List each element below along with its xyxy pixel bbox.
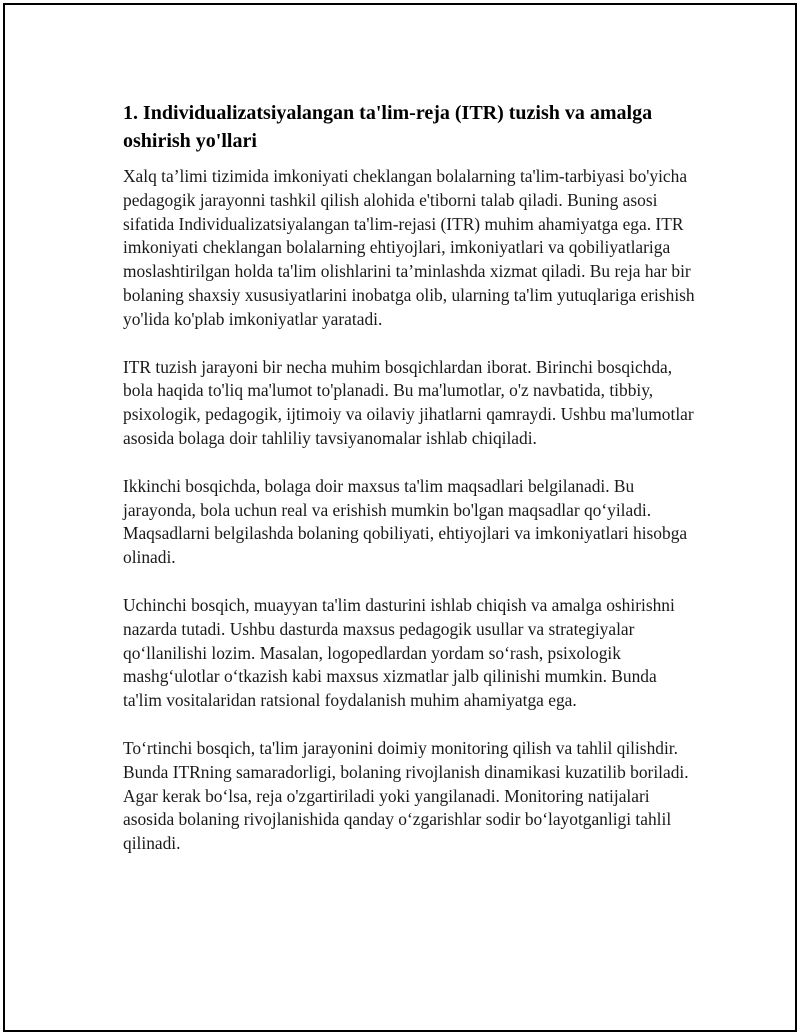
paragraph-stage-4: To‘rtinchi bosqich, ta'lim jarayonini doimiy monitoring qilish va tahlil qilishdir. Bunda ITRning samaradorligi, bolaning rivojlanish dinamikasi kuzatilib boriladi. Agar kerak bo‘lsa, reja o'zgartiriladi yoki yangilanadi. Monitoring natijalari asosida bolaning rivojlanishida qanday o‘zgarishlar sodir bo‘layotganligi tahlil qilinadi. bbox=[123, 737, 689, 854]
section-heading: 1. Individualizatsiyalangan ta'lim-reja (ITR) tuzish va amalga oshirish yo'llari bbox=[123, 102, 653, 152]
page-frame bbox=[3, 3, 797, 1032]
paragraph-stage-1: ITR tuzish jarayoni bir necha muhim bosqichlardan iborat. Birinchi bosqichda, bola haqida to'liq ma'lumot to'planadi. Bu ma'lumotlar, o'z navbatida, tibbiy, psixologik, pedagogik, ijtimoiy va oilaviy jihatlarni qamraydi. Ushbu ma'lumotlar asosida bolaga doir tahliliy tavsiyanomalar ishlab chiqiladi. bbox=[123, 356, 694, 448]
paragraph-stage-3: Uchinchi bosqich, muayyan ta'lim dasturini ishlab chiqish va amalga oshirishni nazarda tutadi. Ushbu dasturda maxsus pedagogik usullar va strategiyalar qo‘llanilishi lozim. Masalan, logopedlardan yordam so‘rash, psixologik mashg‘ulotlar o‘tkazish kabi maxsus xizmatlar jalb qilinishi mumkin. Bunda ta'lim vositalaridan ratsional foydalanish muhim ahamiyatga ega. bbox=[123, 594, 675, 711]
paragraph-intro: Xalq ta’limi tizimida imkoniyati cheklangan bolalarning ta'lim-tarbiyasi bo'yicha pedagogik jarayonni tashkil qilish alohida e'tiborni talab qiladi. Buning asosi sifatida Individualizatsiyalangan ta'lim-rejasi (ITR) muhim ahamiyatga ega. ITR imkoniyati cheklangan bolalarning ehtiyojlari, imkoniyatlari va qobiliyatlariga moslashtirilgan holda ta'lim olishlarini ta’minlashda xizmat qiladi. Bu reja har bir bolaning shaxsiy xususiyatlarini inobatga olib, ularning ta'lim yutuqlariga erishish yo'lida ko'plab imkoniyatlar yaratadi. bbox=[123, 166, 695, 329]
paragraph-stage-2: Ikkinchi bosqichda, bolaga doir maxsus ta'lim maqsadlari belgilanadi. Bu jarayonda, bola uchun real va erishish mumkin bo'lgan maqsadlar qo‘yiladi. Maqsadlarni belgilashda bolaning qobiliyati, ehtiyojlari va imkoniyatlari hisobga olinadi. bbox=[123, 475, 688, 568]
document-body bbox=[123, 99, 695, 880]
